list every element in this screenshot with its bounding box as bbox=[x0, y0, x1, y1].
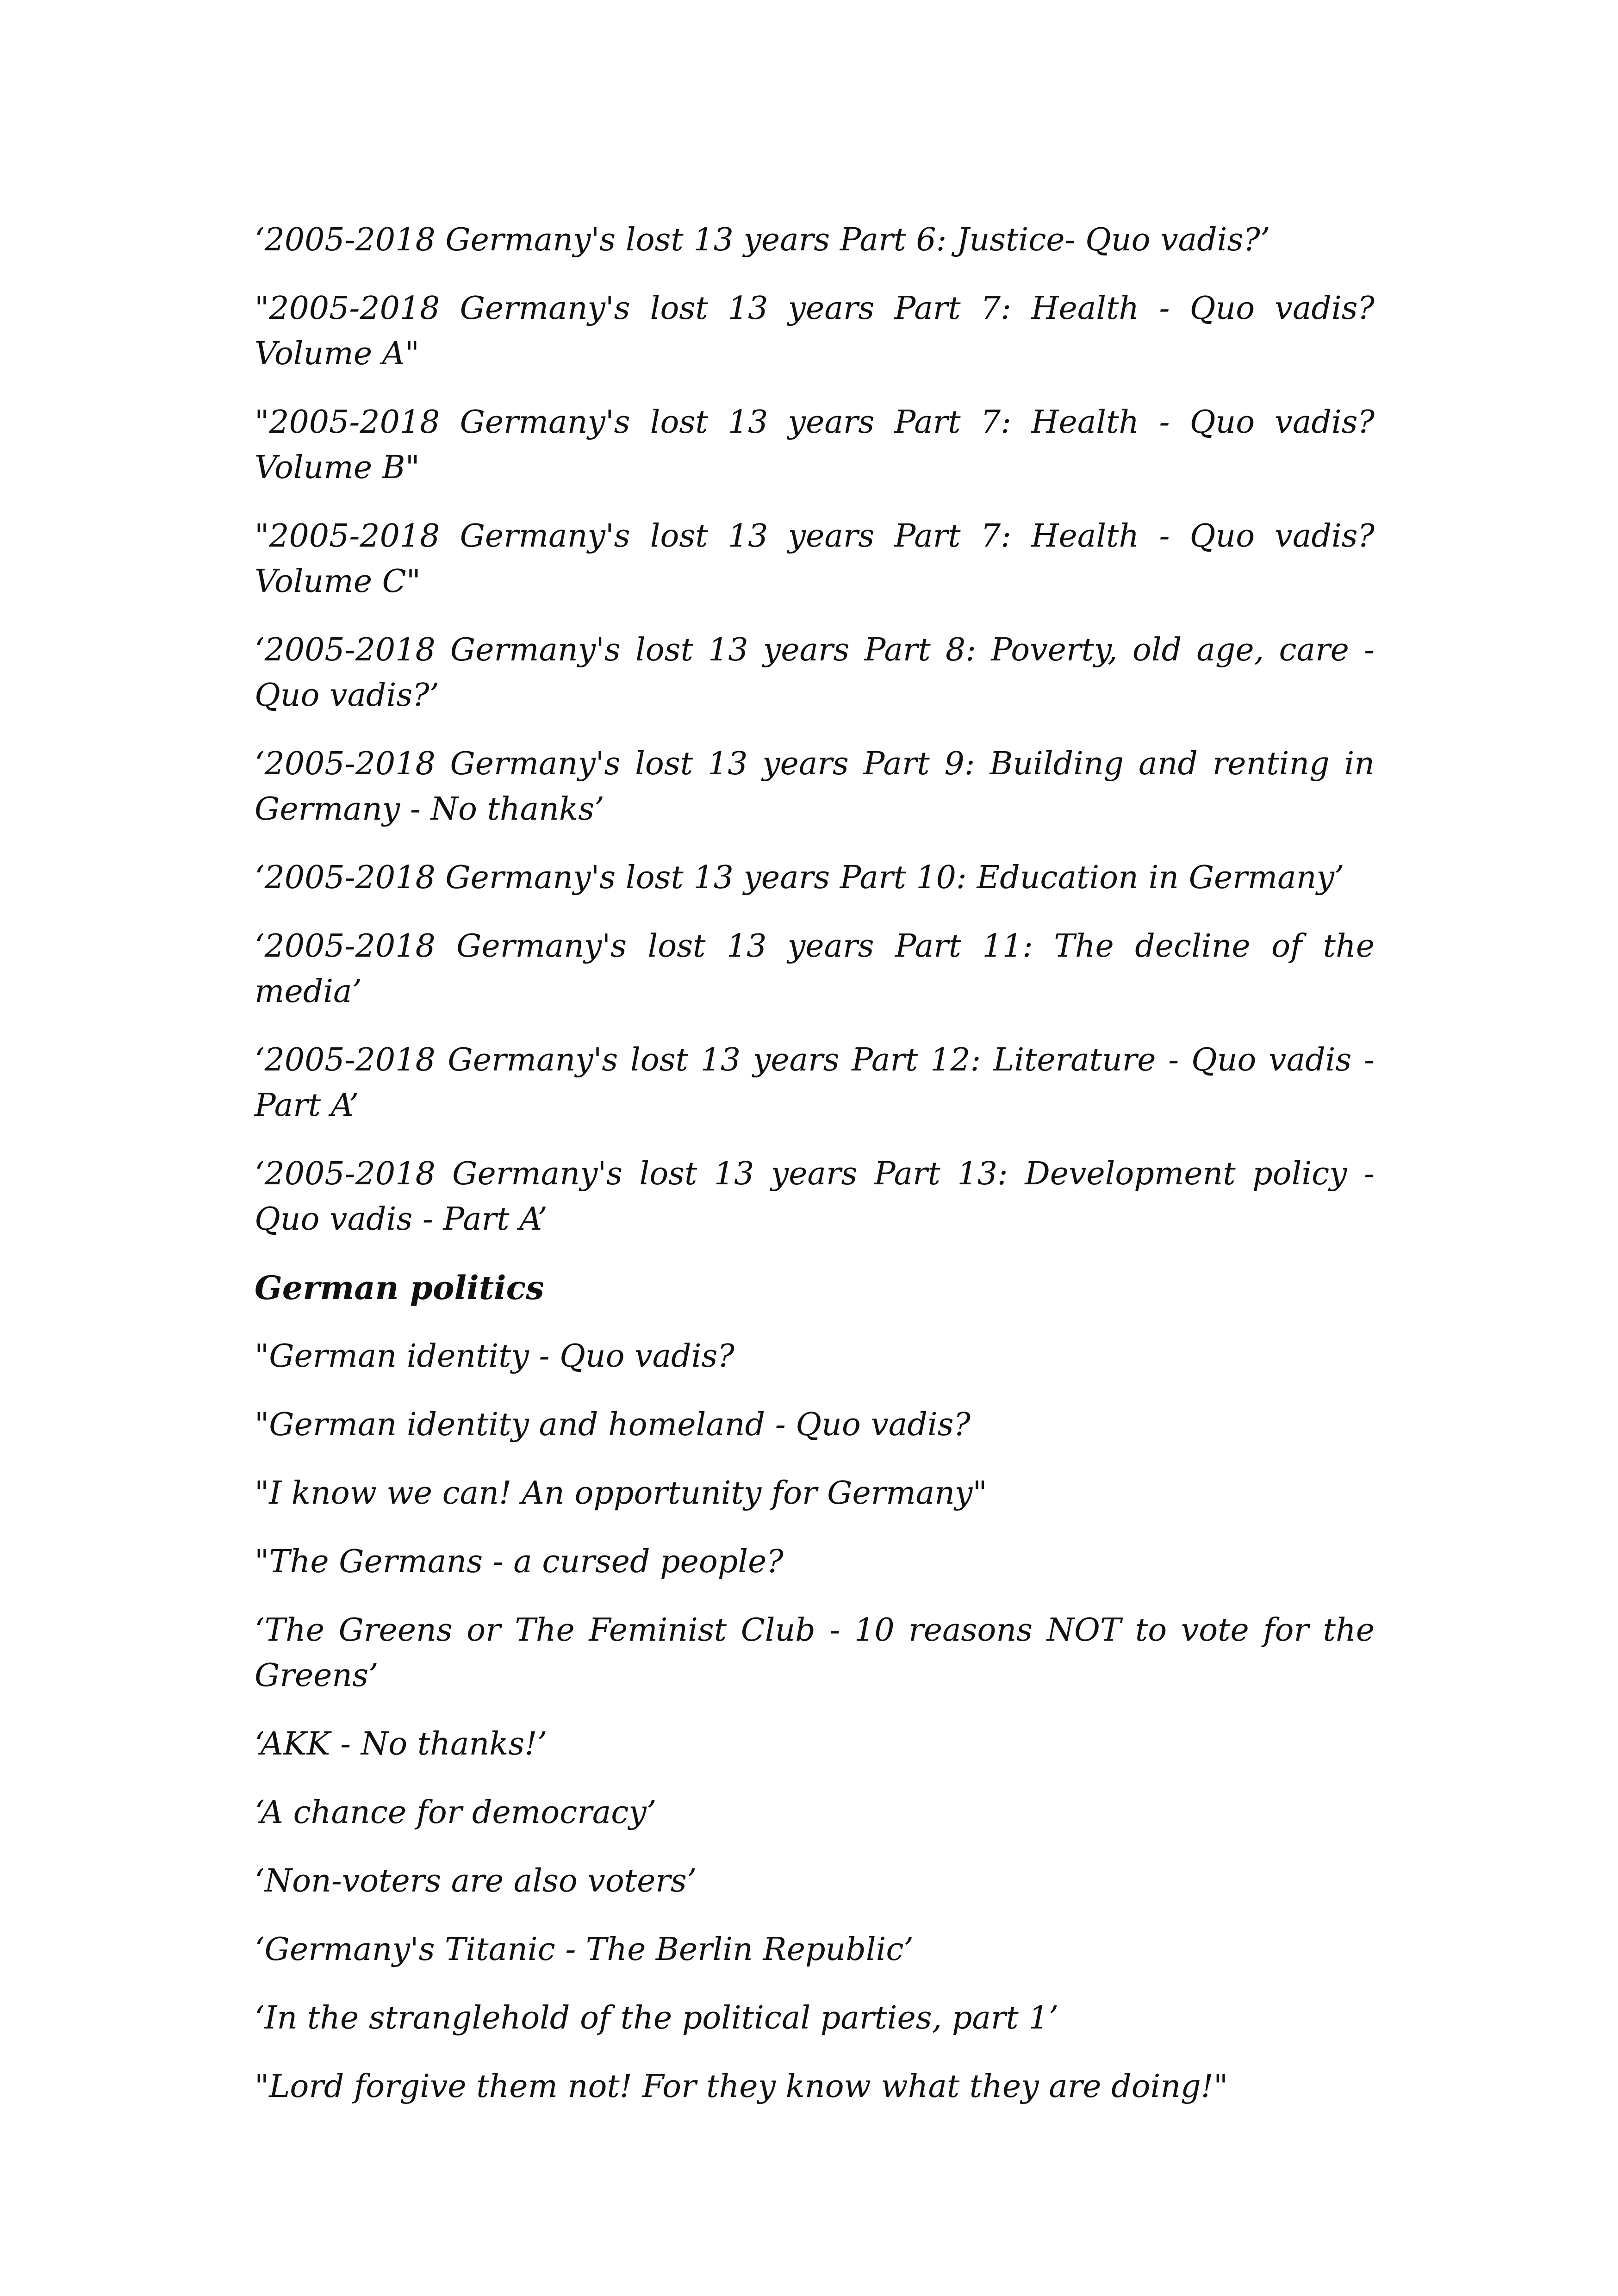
book-title-list bbox=[255, 218, 1375, 2133]
list-item: ‘Non-voters are also voters’ bbox=[255, 1863, 697, 1899]
list-item: "2005-2018 Germany's lost 13 years Part 7: Health - Quo vadis? Volume C" bbox=[255, 518, 1375, 600]
list-item: ‘2005-2018 Germany's lost 13 years Part 8: Poverty, old age, care - Quo vadis?’ bbox=[255, 632, 1375, 714]
list-item: "German identity and homeland - Quo vadis? bbox=[255, 1406, 971, 1443]
list-item: "I know we can! An opportunity for Germany" bbox=[255, 1475, 987, 1512]
list-item: ‘2005-2018 Germany's lost 13 years Part 13: Development policy - Quo vadis - Part A’ bbox=[255, 1156, 1375, 1238]
list-item: "Lord forgive them not! For they know what they are doing!" bbox=[255, 2068, 1228, 2105]
list-item: ‘Germany's Titanic - The Berlin Republic’ bbox=[255, 1931, 914, 1968]
list-item: "2005-2018 Germany's lost 13 years Part 7: Health - Quo vadis? Volume B" bbox=[255, 404, 1375, 486]
list-item: ‘AKK - No thanks!’ bbox=[255, 1726, 548, 1762]
list-item: ‘A chance for democracy’ bbox=[255, 1794, 657, 1831]
list-item: ‘2005-2018 Germany's lost 13 years Part 10: Education in Germany’ bbox=[255, 859, 1344, 896]
list-item: ‘2005-2018 Germany's lost 13 years Part 9: Building and renting in Germany - No thanks’ bbox=[255, 746, 1375, 828]
list-item: "German identity - Quo vadis? bbox=[255, 1338, 734, 1375]
section-heading: German politics bbox=[255, 1269, 544, 1307]
list-item: "The Germans - a cursed people? bbox=[255, 1543, 784, 1580]
list-item: ‘The Greens or The Feminist Club - 10 reasons NOT to vote for the Greens’ bbox=[255, 1612, 1375, 1694]
list-item: ‘2005-2018 Germany's lost 13 years Part 6: Justice- Quo vadis?’ bbox=[255, 222, 1270, 258]
list-item: ‘2005-2018 Germany's lost 13 years Part 11: The decline of the media’ bbox=[255, 928, 1375, 1010]
list-item: ‘2005-2018 Germany's lost 13 years Part 12: Literature - Quo vadis - Part A’ bbox=[255, 1042, 1375, 1124]
list-item: "2005-2018 Germany's lost 13 years Part 7: Health - Quo vadis? Volume A" bbox=[255, 290, 1375, 372]
list-item: ‘In the stranglehold of the political parties, part 1’ bbox=[255, 2000, 1059, 2036]
